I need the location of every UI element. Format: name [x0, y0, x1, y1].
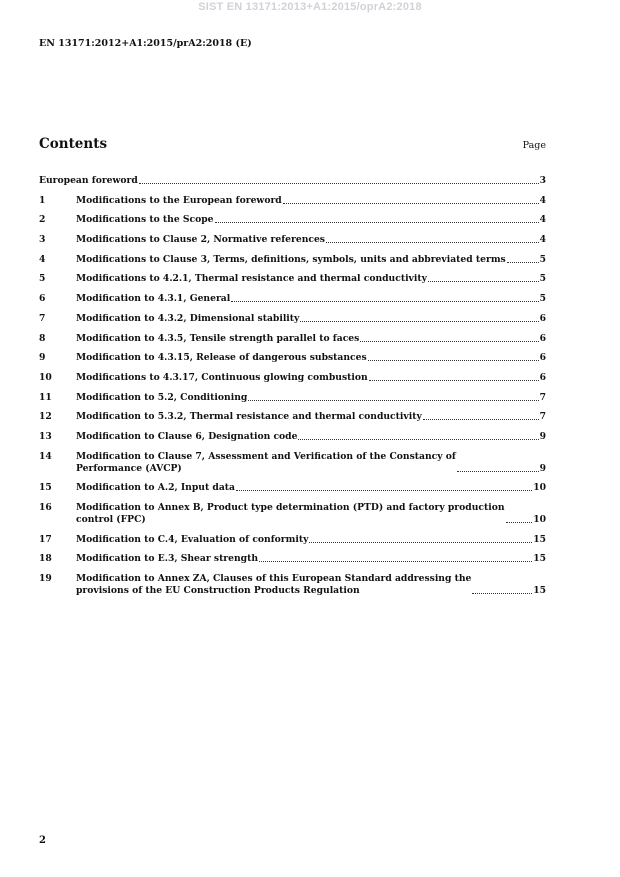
toc-entry-page: 6 — [539, 352, 546, 364]
toc-entry-number: 8 — [39, 332, 46, 344]
toc-entry-page: 9 — [539, 430, 546, 442]
toc-entry-page: 5 — [539, 253, 546, 265]
toc-entry-number: 4 — [39, 253, 46, 265]
toc-entry-title: Modification to Clause 6, Designation code — [76, 430, 298, 442]
toc-leader-dots — [428, 280, 539, 282]
toc-entry[interactable] — [39, 214, 546, 226]
toc-entry-title: Modifications to the Scope — [76, 214, 214, 226]
toc-entry-page: 6 — [539, 371, 546, 383]
toc-entry-title: Modifications to the European foreword — [76, 194, 282, 206]
toc-entry-title — [76, 451, 456, 475]
toc-entry-title: Modification to 4.3.5, Tensile strength parallel to faces — [76, 332, 360, 344]
toc-leader-dots — [506, 521, 533, 523]
toc-entry[interactable] — [39, 431, 546, 443]
toc-entry-number: 17 — [39, 533, 52, 545]
toc-leader-dots — [472, 592, 532, 594]
toc-entry-page: 15 — [533, 585, 546, 597]
toc-entry[interactable] — [39, 175, 546, 187]
toc-leader-dots — [369, 379, 539, 381]
toc-entry-number: 16 — [39, 502, 52, 513]
toc-leader-dots — [259, 560, 532, 562]
toc-entry[interactable] — [39, 254, 546, 266]
toc-entry-page: 10 — [533, 482, 546, 494]
toc-entry-number: 9 — [39, 352, 46, 364]
toc-entry-page: 6 — [539, 312, 546, 324]
page-column-label: Page — [522, 140, 546, 151]
toc-entry-page: 4 — [539, 194, 546, 206]
toc-entry-title: Modification to 4.3.2, Dimensional stability — [76, 312, 300, 324]
toc-entry[interactable] — [39, 293, 546, 305]
table-of-contents — [39, 175, 546, 605]
toc-entry-title: Modification to C.4, Evaluation of conformity — [76, 533, 309, 545]
toc-leader-dots — [231, 300, 538, 302]
toc-entry-title: Modification to 5.2, Conditioning — [76, 391, 248, 403]
toc-leader-dots — [215, 221, 539, 223]
toc-entry-number: 18 — [39, 553, 52, 565]
toc-entry-page: 15 — [533, 533, 546, 545]
toc-entry-title: Modifications to 4.2.1, Thermal resistance and thermal conductivity — [76, 273, 427, 285]
toc-entry-page: 5 — [539, 293, 546, 305]
toc-entry[interactable] — [39, 313, 546, 325]
toc-entry-title: Modification to 5.3.2, Thermal resistance and thermal conductivity — [76, 411, 422, 423]
toc-entry-title-line1: Modification to Annex B, Product type determination (PTD) and factory production — [76, 502, 505, 513]
toc-entry-number: 6 — [39, 293, 46, 305]
toc-leader-dots — [507, 261, 539, 263]
toc-entry-title: European foreword — [39, 175, 138, 186]
toc-leader-dots — [298, 438, 538, 440]
toc-entry-page: 7 — [539, 391, 546, 403]
watermark: SIST EN 13171:2013+A1:2015/oprA2:2018 — [198, 1, 422, 13]
toc-entry-page: 15 — [533, 553, 546, 565]
toc-entry[interactable] — [39, 573, 546, 597]
toc-entry[interactable] — [39, 273, 546, 285]
toc-entry-number: 2 — [39, 214, 46, 226]
toc-entry-title: Modifications to 4.3.17, Continuous glowing combustion — [76, 371, 368, 383]
toc-entry-title — [76, 573, 471, 597]
toc-leader-dots — [300, 320, 538, 322]
toc-entry-page: 4 — [539, 214, 546, 226]
toc-entry-number: 7 — [39, 312, 46, 324]
toc-leader-dots — [139, 182, 539, 184]
toc-leader-dots — [236, 489, 532, 491]
toc-leader-dots — [457, 470, 539, 472]
toc-entry-page: 9 — [539, 462, 546, 474]
toc-entry[interactable] — [39, 372, 546, 384]
toc-entry-title-line2: control (FPC) — [76, 514, 146, 525]
toc-entry-number: 11 — [39, 391, 52, 403]
toc-entry[interactable] — [39, 534, 546, 546]
toc-entry-number: 15 — [39, 482, 52, 494]
page-number: 2 — [39, 835, 46, 846]
toc-entry-number: 14 — [39, 450, 52, 462]
toc-entry[interactable] — [39, 195, 546, 207]
toc-leader-dots — [360, 340, 538, 342]
toc-entry-page: 3 — [539, 175, 546, 186]
toc-entry[interactable] — [39, 482, 546, 494]
toc-leader-dots — [248, 399, 538, 401]
toc-entry[interactable] — [39, 502, 546, 526]
toc-leader-dots — [423, 418, 539, 420]
toc-entry[interactable] — [39, 333, 546, 345]
toc-entry-page: 4 — [539, 234, 546, 246]
toc-entry-title: Modification to E.3, Shear strength — [76, 553, 259, 565]
contents-heading: Contents — [39, 136, 108, 152]
toc-entry-title: Modifications to Clause 3, Terms, definitions, symbols, units and abbreviated terms — [76, 253, 506, 265]
toc-entry-page: 5 — [539, 273, 546, 285]
toc-entry-title: Modification to A.2, Input data — [76, 482, 235, 494]
toc-entry-title-line1: Modification to Clause 7, Assessment and Verification of the Constancy of — [76, 450, 456, 462]
toc-entry-title: Modification to 4.3.15, Release of dangerous substances — [76, 352, 367, 364]
toc-entry[interactable] — [39, 411, 546, 423]
toc-entry-page: 6 — [539, 332, 546, 344]
toc-entry-number: 12 — [39, 411, 52, 423]
toc-leader-dots — [326, 241, 539, 243]
toc-leader-dots — [283, 202, 539, 204]
toc-entry[interactable] — [39, 234, 546, 246]
toc-leader-dots — [368, 359, 539, 361]
toc-entry-number: 10 — [39, 371, 52, 383]
toc-entry-number: 13 — [39, 430, 52, 442]
toc-entry-title: Modification to 4.3.1, General — [76, 293, 231, 305]
toc-entry-title — [76, 502, 505, 526]
toc-leader-dots — [309, 541, 532, 543]
toc-entry-number: 1 — [39, 194, 46, 206]
toc-entry[interactable] — [39, 352, 546, 364]
toc-entry-page: 10 — [533, 514, 546, 525]
toc-entry-number: 19 — [39, 573, 52, 585]
toc-entry-number: 3 — [39, 234, 46, 246]
toc-entry-number: 5 — [39, 273, 46, 285]
toc-entry-title-line2: Performance (AVCP) — [76, 462, 182, 474]
toc-entry-title-line1: Modification to Annex ZA, Clauses of this European Standard addressing the — [76, 573, 472, 585]
toc-entry[interactable] — [39, 553, 546, 565]
toc-entry-title-line2: provisions of the EU Construction Products Regulation — [76, 585, 360, 597]
toc-entry-title: Modifications to Clause 2, Normative references — [76, 234, 325, 246]
toc-entry[interactable] — [39, 451, 546, 475]
toc-entry-page: 7 — [539, 411, 546, 423]
toc-entry[interactable] — [39, 392, 546, 404]
document-identifier: EN 13171:2012+A1:2015/prA2:2018 (E) — [39, 38, 252, 49]
